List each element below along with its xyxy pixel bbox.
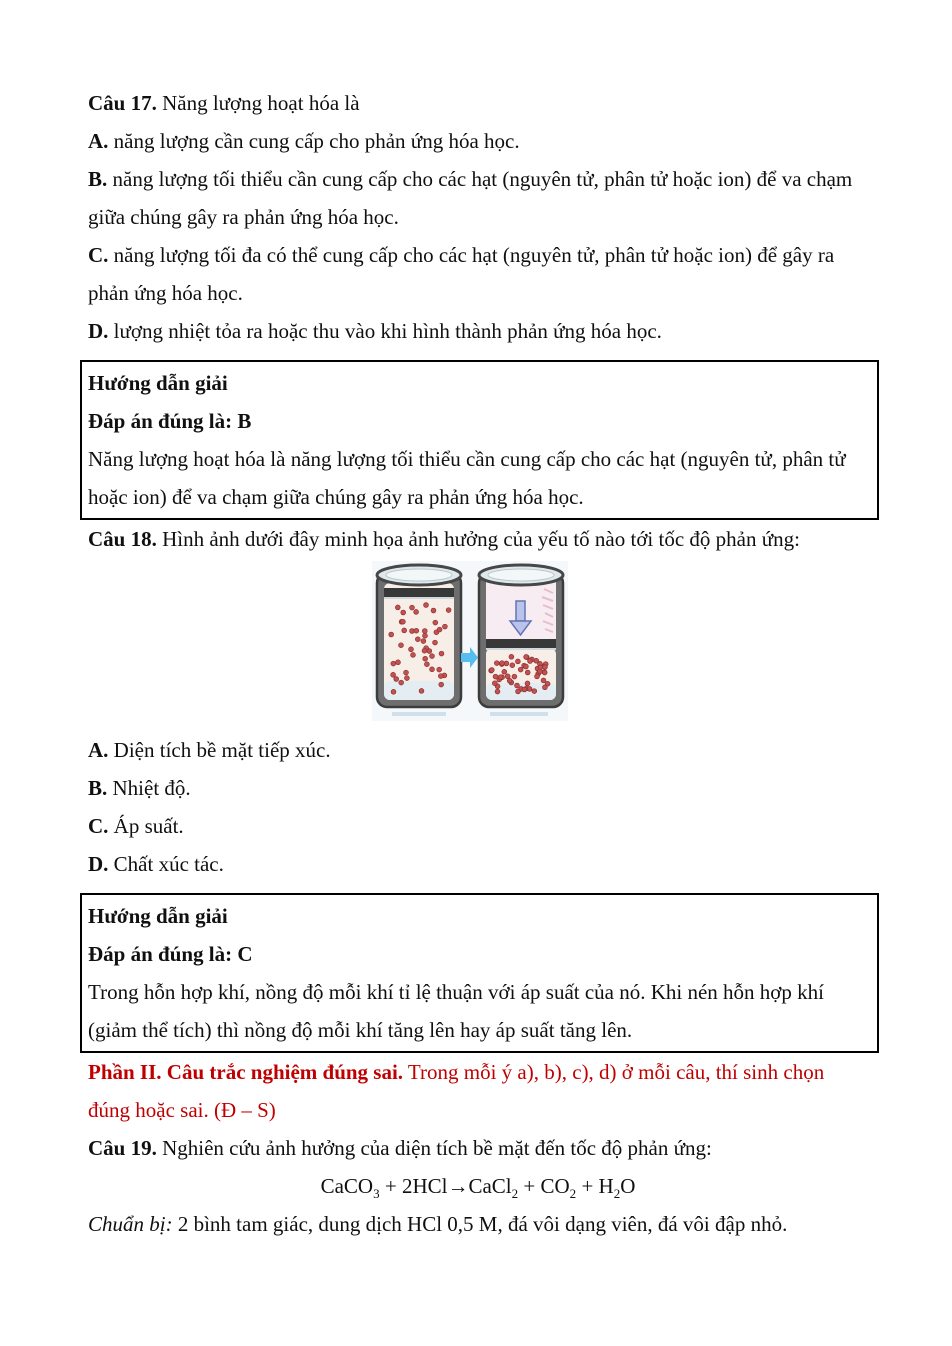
gas-compression-figure [372,561,568,721]
solution-box-17 [80,360,879,520]
q17-option-c [88,236,868,312]
part-2-text: Trong mỗi ý a), b), c), d) ở mỗi câu, thí sinh chọn đúng hoặc sai. (Đ – S) [88,1060,825,1122]
right-piston [486,639,556,648]
question-17-label: Câu 17. [88,91,157,115]
q18-option-d-label: D. [88,852,109,876]
eq-sub-2a: 2 [511,1186,519,1202]
q18-figure [372,561,568,727]
q17-option-b-label: B. [88,167,108,191]
solution-18-answer-row [88,935,873,973]
solution-18-answer: Đáp án đúng là: C [88,942,253,966]
reaction-arrow-icon: → [447,1174,469,1198]
question-17-text: Năng lượng hoạt hóa là [156,91,360,115]
eq-co: + CO [518,1174,570,1198]
eq-h: + H [576,1174,614,1198]
solution-17-answer: Đáp án đúng là: B [88,409,252,433]
q17-option-d-text: lượng nhiệt tỏa ra hoặc thu vào khi hình thành phản ứng hóa học. [108,319,662,343]
question-19-heading [88,1129,868,1167]
right-beaker-rim-inner [488,569,554,581]
eq-sub-2c: 2 [613,1186,621,1202]
part-2-heading [88,1053,868,1129]
q19-prep-text: 2 bình tam giác, dung dịch HCl 0,5 M, đá vôi dạng viên, đá vôi đập nhỏ. [172,1212,788,1236]
solution-17-body: Năng lượng hoạt hóa là năng lượng tối thiểu cần cung cấp cho các hạt (nguyên tử, phân tử hoặc ion) để va chạm giữa chúng gây ra phản ứng hóa học. [88,447,846,509]
q18-option-a [88,731,868,769]
right-beaker [479,565,563,707]
q18-option-b-label: B. [88,776,108,800]
q17-option-d [88,312,868,350]
question-19-text: Nghiên cứu ảnh hưởng của diện tích bề mặt đến tốc độ phản ứng: [156,1136,712,1160]
q19-preparation [88,1205,868,1243]
eq-hcl: + 2HCl [379,1174,448,1198]
q18-option-b-text: Nhiệt độ. [107,776,191,800]
q17-option-b [88,160,868,236]
q18-option-c-text: Áp suất. [108,814,184,838]
q18-option-a-text: Diện tích bề mặt tiếp xúc. [108,738,331,762]
solution-17-answer-row [88,402,873,440]
q17-option-a-text: năng lượng cần cung cấp cho phản ứng hóa học. [108,129,520,153]
eq-o: O [620,1174,636,1198]
q17-option-d-label: D. [88,319,109,343]
q17-option-c-label: C. [88,243,109,267]
question-18-label: Câu 18. [88,527,157,551]
question-19-label: Câu 19. [88,1136,157,1160]
eq-sub-3: 3 [373,1186,380,1202]
eq-cacl: CaCl [468,1174,512,1198]
solution-box-18 [80,893,879,1053]
left-beaker-rim-inner [386,569,452,581]
q18-option-a-label: A. [88,738,109,762]
q17-option-a-label: A. [88,129,109,153]
chemical-equation [88,1167,868,1205]
q17-option-b-text: năng lượng tối thiểu cần cung cấp cho các hạt (nguyên tử, phân tử hoặc ion) để va chạm giữa chúng gây ra phản ứng hóa học. [88,167,853,229]
solution-18-title-row [88,897,873,935]
q18-option-c [88,807,868,845]
q18-option-d [88,845,868,883]
solution-18-title: Hướng dẫn giải [88,904,228,928]
left-piston-highlight [384,597,454,599]
question-17-heading [88,84,868,122]
solution-17-title: Hướng dẫn giải [88,371,228,395]
q18-option-d-text: Chất xúc tác. [108,852,224,876]
question-18-text: Hình ảnh dưới đây minh họa ảnh hưởng của yếu tố nào tới tốc độ phản ứng: [156,527,800,551]
q17-option-a [88,122,868,160]
q19-prep-label: Chuẩn bị: [88,1212,173,1236]
q18-option-c-label: C. [88,814,109,838]
question-18-heading [88,520,868,558]
solution-17-title-row [88,364,873,402]
left-piston [384,588,454,597]
eq-sub-2b: 2 [569,1186,577,1202]
q17-option-c-text: năng lượng tối đa có thể cung cấp cho các hạt (nguyên tử, phân tử hoặc ion) để gây ra phản ứng hóa học. [88,243,835,305]
left-beaker [377,565,461,707]
q18-option-b [88,769,868,807]
eq-caco: CaCO [320,1174,374,1198]
right-piston-highlight [486,648,556,650]
part-2-label: Phần II. Câu trắc nghiệm đúng sai. [88,1060,404,1084]
solution-18-body: Trong hỗn hợp khí, nồng độ mỗi khí tỉ lệ thuận với áp suất của nó. Khi nén hỗn hợp khí (giảm thể tích) thì nồng độ mỗi khí tăng lên hay áp suất tăng lên. [88,980,824,1042]
